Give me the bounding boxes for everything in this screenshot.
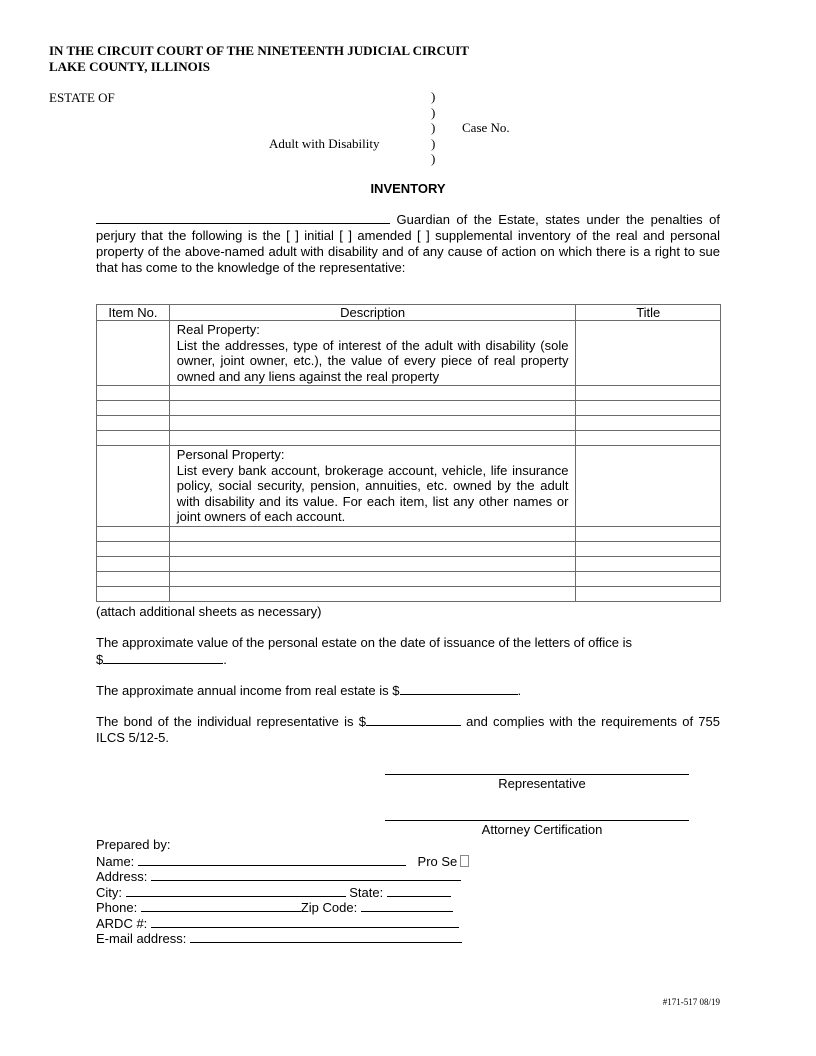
annual-income-value-blank[interactable] <box>400 682 518 695</box>
personal-property-row <box>97 446 721 527</box>
table-cell[interactable] <box>97 446 170 527</box>
phone-field[interactable] <box>141 899 301 912</box>
state-field[interactable] <box>387 884 451 897</box>
table-cell[interactable] <box>576 401 721 416</box>
table-cell[interactable] <box>97 386 170 401</box>
ardc-label: ARDC #: <box>96 915 148 931</box>
ardc-field[interactable] <box>151 915 459 928</box>
paren: ) <box>431 104 436 120</box>
dollar-sign: $ <box>96 652 104 667</box>
zip-label: Zip Code: <box>300 900 358 915</box>
paren: ) <box>431 151 436 166</box>
table-cell[interactable] <box>169 401 576 416</box>
estate-of-label: ESTATE OF <box>49 90 115 105</box>
table-cell[interactable] <box>97 416 170 431</box>
header-item-no: Item No. <box>97 305 170 321</box>
real-property-description <box>169 321 576 386</box>
name-field[interactable] <box>138 853 406 866</box>
email-field[interactable] <box>190 930 462 943</box>
table-cell[interactable] <box>169 416 576 431</box>
table-cell[interactable] <box>169 571 576 586</box>
table-row <box>97 526 721 541</box>
intro-text: Guardian of the Estate, states under the penalties of perjury that the following is the [ ] initial [ ] amended [ ] supplemental inventory of the real and personal property of the above-named adult with disability and of any cause of action on which there is a right to sue that has come to the knowledge of the representative: <box>96 212 720 275</box>
personal-property-description <box>169 446 576 527</box>
phone-zip-row <box>96 899 469 915</box>
table-cell[interactable] <box>97 526 170 541</box>
personal-estate-value-blank[interactable] <box>103 651 223 664</box>
table-cell[interactable] <box>576 571 721 586</box>
table-row <box>97 541 721 556</box>
table-cell[interactable] <box>576 321 721 386</box>
table-row <box>97 386 721 401</box>
annual-income-statement <box>96 682 720 699</box>
inventory-table <box>96 304 721 602</box>
period: . <box>517 683 522 698</box>
pro-se-label: Pro Se <box>417 853 458 869</box>
table-cell[interactable] <box>169 556 576 571</box>
table-cell[interactable] <box>97 321 170 386</box>
header-title: Title <box>576 305 721 321</box>
personal-estate-text: The approximate value of the personal estate on the date of issuance of the letters of office is <box>96 635 632 650</box>
caption-parens <box>431 89 435 167</box>
name-row <box>96 853 469 869</box>
real-property-instructions: List the addresses, type of interest of the adult with disability (sole owner, joint owner, etc.), the value of every piece of real property owned and any liens against the real property <box>176 337 569 384</box>
table-row <box>97 431 721 446</box>
table-row <box>97 571 721 586</box>
table-cell[interactable] <box>97 556 170 571</box>
attorney-signature-line[interactable] <box>385 820 689 821</box>
table-row <box>97 556 721 571</box>
table-cell[interactable] <box>576 556 721 571</box>
prepared-by-block <box>96 837 469 946</box>
form-title: INVENTORY <box>370 181 446 196</box>
state-label: State: <box>349 884 384 900</box>
table-header-row <box>97 305 721 321</box>
table-row <box>97 416 721 431</box>
table-cell[interactable] <box>169 541 576 556</box>
address-label: Address: <box>96 869 148 884</box>
real-property-heading: Real Property: <box>176 322 260 337</box>
pro-se-checkbox[interactable] <box>460 855 469 867</box>
table-cell[interactable] <box>576 586 721 601</box>
address-row <box>96 868 469 884</box>
bond-text-requirements: and complies with the requirements of 755 ILCS 5/12-5. <box>96 714 720 745</box>
paren: ) <box>431 135 436 151</box>
table-cell[interactable] <box>576 541 721 556</box>
intro-paragraph <box>96 211 720 276</box>
city-state-row <box>96 884 469 900</box>
bond-statement <box>96 713 720 746</box>
name-label: Name: <box>96 853 135 869</box>
table-cell[interactable] <box>169 526 576 541</box>
bond-value-blank[interactable] <box>366 713 461 726</box>
table-cell[interactable] <box>169 386 576 401</box>
table-cell[interactable] <box>576 526 721 541</box>
court-name: IN THE CIRCUIT COURT OF THE NINETEENTH JUDICIAL CIRCUIT <box>49 43 469 58</box>
county-name: LAKE COUNTY, ILLINOIS <box>49 59 210 74</box>
zip-field[interactable] <box>361 899 453 912</box>
personal-property-instructions: List every bank account, brokerage account, vehicle, life insurance policy, social security, pension, annuities, etc. owned by the adult with disability and its value. For each item, list any other names or joint owners of each account. <box>176 462 569 524</box>
table-cell[interactable] <box>97 401 170 416</box>
representative-signature-line[interactable] <box>385 774 689 775</box>
email-label: E-mail address: <box>96 931 187 946</box>
table-cell[interactable] <box>97 571 170 586</box>
attach-note: (attach additional sheets as necessary) <box>96 604 322 619</box>
court-heading <box>49 43 469 75</box>
table-cell[interactable] <box>169 586 576 601</box>
real-property-row <box>97 321 721 386</box>
city-label: City: <box>96 884 122 900</box>
table-row <box>97 586 721 601</box>
bond-text: The bond of the individual representative is $ <box>96 714 366 729</box>
city-field[interactable] <box>126 884 346 897</box>
table-cell[interactable] <box>576 446 721 527</box>
personal-property-heading: Personal Property: <box>176 447 285 462</box>
table-cell[interactable] <box>97 431 170 446</box>
header-description: Description <box>169 305 576 321</box>
period: . <box>223 652 227 667</box>
case-number-label: Case No. <box>462 120 510 135</box>
paren: ) <box>431 120 436 135</box>
form-number: #171-517 08/19 <box>662 997 720 1007</box>
table-cell[interactable] <box>576 386 721 401</box>
phone-label: Phone: <box>96 900 138 915</box>
email-row <box>96 930 469 946</box>
table-cell[interactable] <box>576 431 721 446</box>
annual-income-text: The approximate annual income from real estate is $ <box>96 683 400 698</box>
adult-with-disability-label: Adult with Disability <box>269 136 380 151</box>
table-cell[interactable] <box>97 541 170 556</box>
table-cell[interactable] <box>169 431 576 446</box>
table-cell[interactable] <box>97 586 170 601</box>
table-row <box>97 401 721 416</box>
address-field[interactable] <box>151 868 461 881</box>
table-cell[interactable] <box>576 416 721 431</box>
ardc-row <box>96 915 469 931</box>
attorney-certification-label: Attorney Certification <box>481 822 603 837</box>
prepared-by-heading: Prepared by: <box>96 837 171 852</box>
guardian-name-blank[interactable] <box>96 211 390 224</box>
representative-label: Representative <box>498 776 586 791</box>
paren: ) <box>431 89 436 104</box>
personal-estate-statement <box>96 635 720 668</box>
